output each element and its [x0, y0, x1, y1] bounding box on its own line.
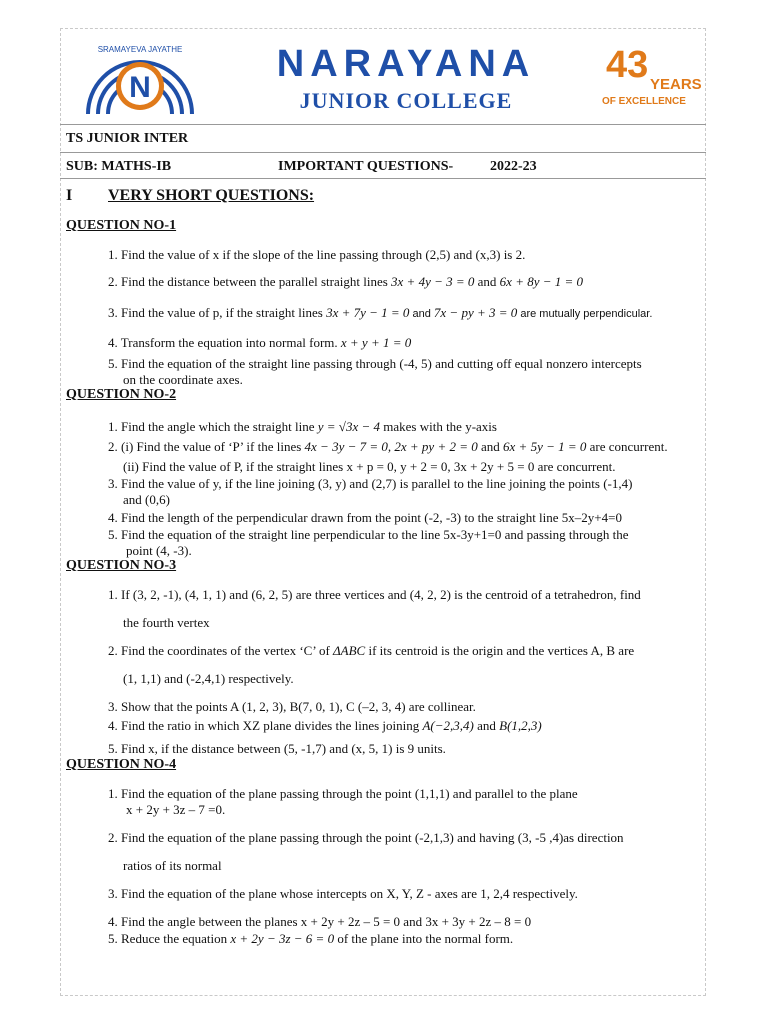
item-text: and [477, 439, 504, 454]
item-text: are mutually perpendicular. [517, 308, 653, 320]
item-text: 5. Reduce the equation [108, 931, 231, 946]
item-text: makes with the y-axis [380, 419, 497, 434]
equation: y = √3x − 4 [317, 419, 380, 434]
item-text: and [409, 308, 434, 320]
question-item: 5. Find the equation of the straight line perpendicular to the line 5x-3y+1=0 and passing through the [108, 527, 629, 542]
item-text: 1. Find the angle which the straight line [108, 419, 318, 434]
equation: 6x + 8y − 1 = 0 [499, 274, 584, 289]
question-item-continued: and (0,6) [123, 492, 170, 507]
badge-excellence: OF EXCELLENCE [602, 96, 686, 107]
equation: 3x + 4y − 3 = 0 [391, 274, 475, 289]
equation: 3x + 7y − 1 = 0 [326, 305, 410, 320]
item-text: and [474, 274, 500, 289]
item-text: 4. Find the ratio in which XZ plane divides the lines joining [108, 718, 423, 733]
item-text: 2. Find the distance between the parallel straight lines [108, 274, 392, 289]
section-title: VERY SHORT QUESTIONS: [108, 187, 315, 204]
item-text: if its centroid is the origin and the vertices A, B are [365, 643, 635, 658]
equation: 4x − 3y − 7 = 0, 2x + py + 2 = 0 [304, 439, 478, 454]
divider [60, 152, 706, 153]
item-text: 4. Transform the equation into normal form. [108, 335, 341, 350]
question-item: 4. Find the length of the perpendicular drawn from the point (-2, -3) to the straight line 5x–2y+4=0 [108, 510, 622, 525]
course-label: TS JUNIOR INTER [66, 131, 189, 146]
question-item: 3. Find the value of y, if the line joining (3, y) and (2,7) is parallel to the line joining the points (-1,4) [108, 476, 633, 491]
question-item [108, 439, 698, 455]
question-item [108, 718, 698, 734]
question-item: 3. Show that the points A (1, 2, 3), B(7, 0, 1), C (–2, 3, 4) are collinear. [108, 699, 476, 714]
question-item-continued: on the coordinate axes. [123, 372, 243, 387]
item-text: of the plane into the normal form. [334, 931, 514, 946]
equation: x + y + 1 = 0 [340, 335, 412, 350]
section-number: I [66, 187, 73, 204]
question-item: 5. Find x, if the distance between (5, -1,7) and (x, 5, 1) is 9 units. [108, 741, 446, 756]
question-item-continued: (ii) Find the value of P, if the straight lines x + p = 0, y + 2 = 0, 3x + 2y + 5 = 0 are concurrent. [123, 459, 616, 474]
question-item [108, 335, 698, 351]
question-item: 5. Find the equation of the straight line passing through (-4, 5) and cutting off equal nonzero intercepts [108, 356, 642, 371]
svg-text:N: N [129, 71, 151, 104]
academic-year: 2022-23 [490, 159, 537, 174]
question-item [108, 274, 698, 290]
item-text: 2. (i) Find the value of ‘P’ if the lines [108, 439, 305, 454]
item-text: 3. Find the value of p, if the straight lines [108, 305, 327, 320]
narayana-logo [70, 40, 210, 118]
question-heading: QUESTION NO-4 [66, 757, 177, 772]
item-text: and [473, 718, 500, 733]
question-item-continued: (1, 1,1) and (-2,4,1) respectively. [123, 671, 294, 686]
doc-title: IMPORTANT QUESTIONS- [278, 159, 454, 174]
question-item-continued: point (4, -3). [126, 543, 192, 558]
divider [60, 178, 706, 179]
question-item [108, 419, 698, 435]
question-item [108, 643, 698, 659]
equation: ΔABC [333, 643, 366, 658]
question-item-continued: ratios of its normal [123, 858, 222, 873]
subject-label: SUB: MATHS-IB [66, 159, 172, 174]
equation: A(−2,3,4) [422, 718, 474, 733]
question-heading: QUESTION NO-3 [66, 558, 177, 573]
svg-text:SRAMAYEVA JAYATHE: SRAMAYEVA JAYATHE [97, 45, 183, 54]
question-item: 1. Find the equation of the plane passing through the point (1,1,1) and parallel to the plane [108, 786, 578, 801]
question-heading: QUESTION NO-2 [66, 387, 177, 402]
question-item [108, 931, 698, 947]
badge-number: 43 [606, 44, 649, 86]
years-badge [600, 44, 702, 114]
equation: B(1,2,3) [499, 718, 542, 733]
equation: 6x + 5y − 1 = 0 [503, 439, 587, 454]
college-name: NARAYANA [276, 43, 536, 85]
question-item-continued: x + 2y + 3z – 7 =0. [126, 802, 226, 817]
question-item: 1. If (3, 2, -1), (4, 1, 1) and (6, 2, 5) are three vertices and (4, 2, 2) is the centroid of a tetrahedron, find [108, 587, 641, 602]
question-item: 1. Find the value of x if the slope of the line passing through (2,5) and (x,3) is 2. [108, 247, 526, 262]
item-text: are concurrent. [586, 439, 668, 454]
question-item-continued: the fourth vertex [123, 615, 210, 630]
equation: 7x − py + 3 = 0 [433, 305, 518, 320]
question-item: 4. Find the angle between the planes x + 2y + 2z – 5 = 0 and 3x + 3y + 2z – 8 = 0 [108, 914, 532, 929]
item-text: 2. Find the coordinates of the vertex ‘C’ of [108, 643, 334, 658]
divider [60, 124, 706, 125]
question-item [108, 305, 698, 322]
header-banner [66, 40, 700, 124]
question-heading: QUESTION NO-1 [66, 218, 177, 233]
badge-years: YEARS [650, 76, 702, 93]
college-subtitle: JUNIOR COLLEGE [299, 88, 513, 113]
question-item: 2. Find the equation of the plane passing through the point (-2,1,3) and having (3, -5 ,4)as direction [108, 830, 624, 845]
question-item: 3. Find the equation of the plane whose intercepts on X, Y, Z - axes are 1, 2,4 respectively. [108, 886, 578, 901]
equation: x + 2y − 3z − 6 = 0 [230, 931, 335, 946]
